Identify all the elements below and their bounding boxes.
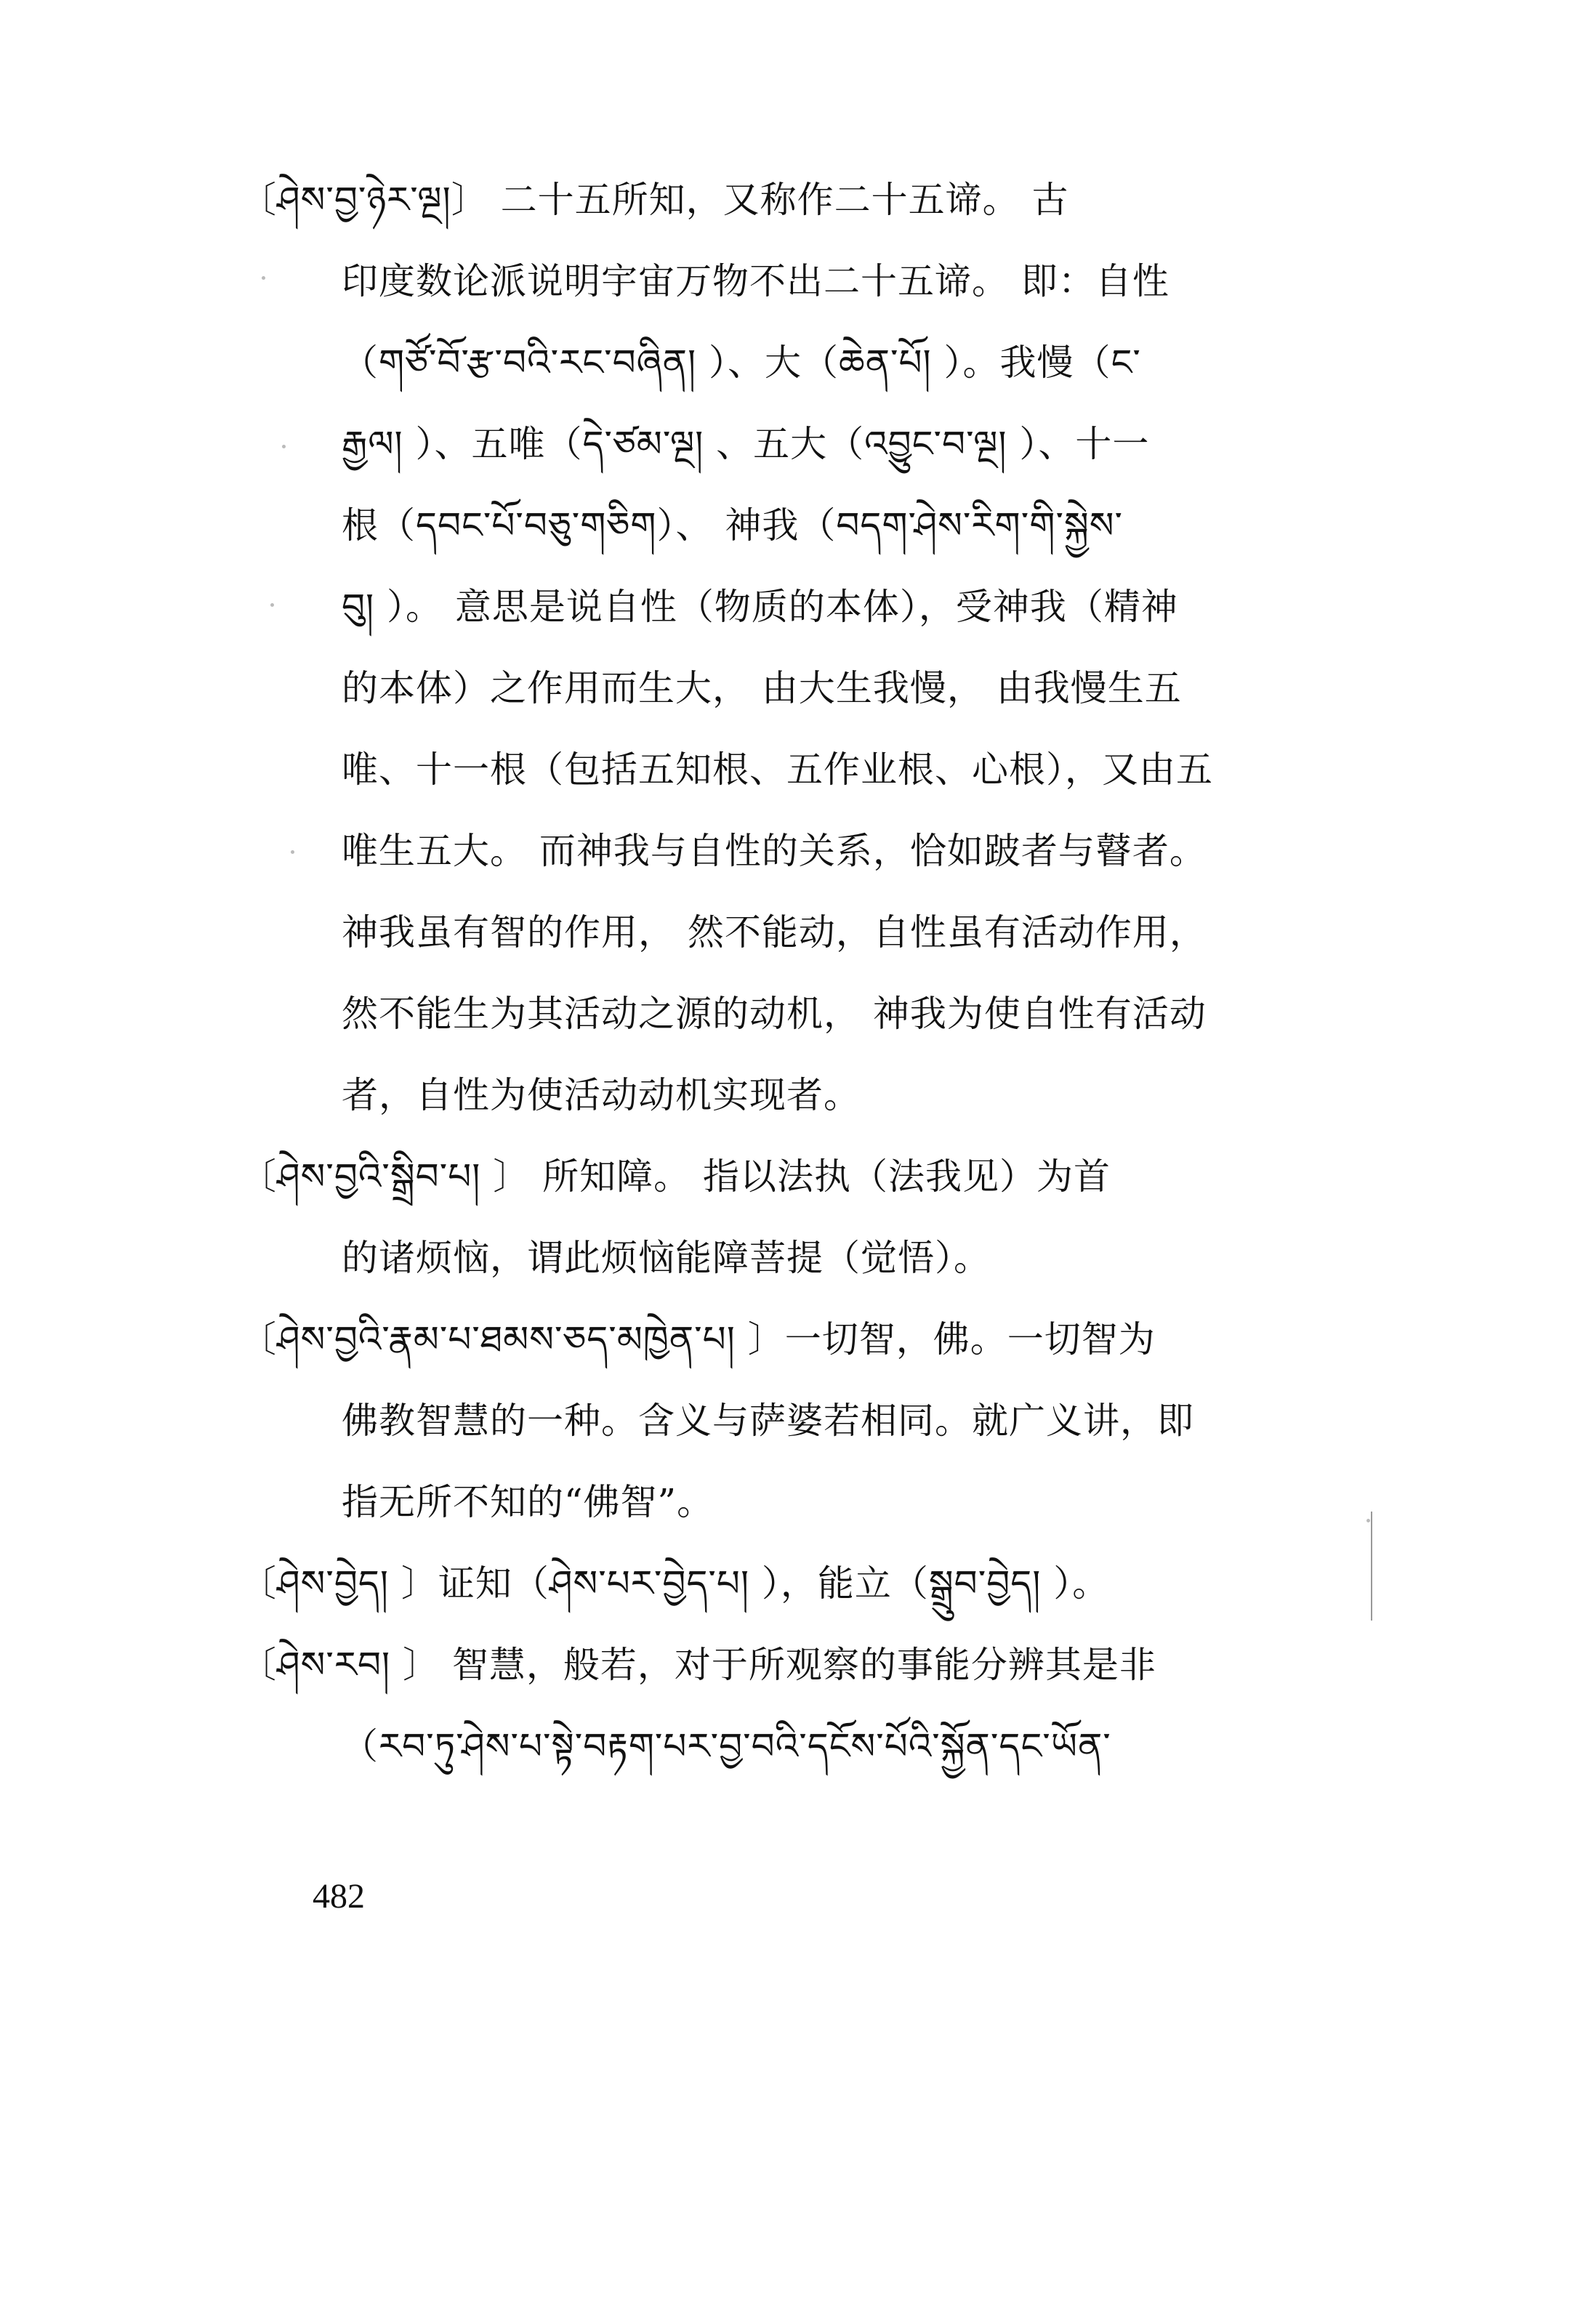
entry-line: 然不能生为其活动之源的动机， 神我为使自性有活动 bbox=[342, 993, 1207, 1035]
entry-line: 指无所不知的“佛智”。 bbox=[342, 1481, 714, 1523]
entry-knower: 〔ཤེས་བྱེད། 〕证知（ཤེས་པར་བྱེད་པ། ），能立（སྒྲུབ་བྱེད། ）。 bbox=[240, 1562, 1110, 1605]
entry-line: （རབ་ཏུ་ཤེས་པ་སྟེ་བརྟག་པར་བྱ་བའི་དངོས་པོའི་སྐྱོན་དང་ཡོན་ bbox=[342, 1725, 1111, 1767]
page-number: 482 bbox=[313, 1877, 365, 1916]
scan-speck bbox=[1366, 1519, 1370, 1522]
scan-speck bbox=[291, 850, 294, 854]
entry-omniscience: 〔ཤེས་བྱའི་རྣམ་པ་ཐམས་ཅད་མཁྱེན་པ། 〕一切智，佛。一切智为 bbox=[240, 1318, 1156, 1360]
entry-line: 者，自性为使活动动机实现者。 bbox=[342, 1074, 861, 1116]
entry-line: 佛教智慧的一种。含义与萨婆若相同。就广义讲，即 bbox=[342, 1400, 1194, 1442]
entry-line: རྒྱལ། ）、五唯（དེ་ཙམ་ལྔ། 、五大（འབྱུང་བ་ལྔ། ）、十一 bbox=[342, 423, 1150, 465]
entry-twenty-five-knowables: 〔ཤེས་བྱ་ཉེར་ལྔ།〕 二十五所知，又称作二十五谛。 古 bbox=[240, 179, 1069, 221]
entry-line: 印度数论派说明宇宙万物不出二十五谛。 即：自性 bbox=[342, 260, 1170, 302]
entry-line: 的本体）之作用而生大， 由大生我慢， 由我慢生五 bbox=[342, 667, 1182, 709]
entry-line: 唯、十一根（包括五知根、五作业根、心根），又由五 bbox=[342, 749, 1213, 791]
entry-obscuration-of-knowables: 〔ཤེས་བྱའི་སྒྲིབ་པ། 〕 所知障。 指以法执（法我见）为首 bbox=[240, 1155, 1111, 1198]
scan-edge-mark bbox=[1371, 1512, 1372, 1621]
entry-line: 的诸烦恼，谓此烦恼能障菩提（觉悟）。 bbox=[342, 1237, 991, 1279]
entry-line: 神我虽有智的作用， 然不能动，自性虽有活动作用， bbox=[342, 911, 1207, 953]
scan-speck bbox=[282, 445, 286, 448]
entry-line: 唯生五大。 而神我与自性的关系，恰如跛者与瞽者。 bbox=[342, 830, 1207, 872]
scan-speck bbox=[262, 276, 265, 280]
entry-wisdom: 〔ཤེས་རབ། 〕 智慧，般若，对于所观察的事能分辨其是非 bbox=[240, 1644, 1156, 1686]
scan-speck bbox=[270, 603, 274, 607]
entry-line: 根（དབང་པོ་བཅུ་གཅིག）、 神我（བདག་ཤེས་རིག་གི་སྐྱེས་ bbox=[342, 504, 1123, 546]
entry-line: （གཙོ་བོ་རྩ་བའི་རང་བཞིན། ）、大（ཆེན་པོ། ）。我慢（ང་ bbox=[342, 342, 1141, 384]
entry-line: བུ། ）。 意思是说自性（物质的本体），受神我（精神 bbox=[342, 586, 1178, 628]
